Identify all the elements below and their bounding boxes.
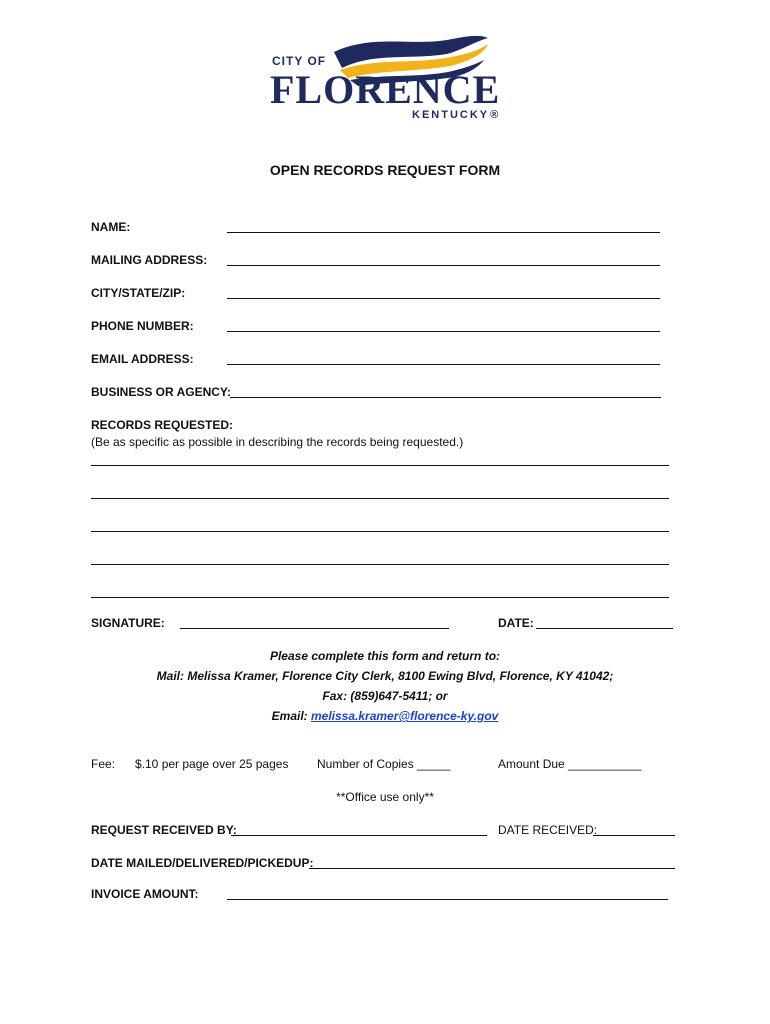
email-input[interactable] <box>227 364 660 365</box>
invoice-amount-input[interactable] <box>227 899 668 900</box>
email-line <box>0 709 770 723</box>
date-label: DATE: <box>498 616 534 630</box>
date-mailed-input[interactable] <box>309 868 675 869</box>
fax-number: Fax: (859)647-5411; or <box>322 689 448 703</box>
date-mailed-label: DATE MAILED/DELIVERED/PICKEDUP: <box>91 856 314 870</box>
business-label: BUSINESS OR AGENCY: <box>91 385 232 399</box>
received-by-input[interactable] <box>231 835 487 836</box>
form-title: OPEN RECORDS REQUEST FORM <box>269 162 501 178</box>
signature-label: SIGNATURE: <box>91 616 165 630</box>
date-received-input[interactable] <box>593 835 675 836</box>
mail-address: Mail: Melissa Kramer, Florence City Clerk, 8100 Ewing Blvd, Florence, KY 41042; <box>156 669 614 683</box>
city-logo <box>262 30 512 130</box>
date-received-label: DATE RECEIVED: <box>498 823 598 837</box>
phone-label: PHONE NUMBER: <box>91 319 194 333</box>
office-use-heading: **Office use only** <box>336 790 434 804</box>
instructions-heading: Please complete this form and return to: <box>269 649 501 663</box>
records-line[interactable] <box>91 498 669 499</box>
mailing-address-input[interactable] <box>227 265 660 266</box>
records-line[interactable] <box>91 465 669 466</box>
email-prefix: Email: <box>271 709 311 723</box>
city-state-zip-input[interactable] <box>227 298 660 299</box>
records-line[interactable] <box>91 597 669 598</box>
logo-florence: FLORENCE <box>270 67 501 112</box>
logo-kentucky <box>412 109 498 121</box>
logo-kentucky-text: KENTUCKY <box>412 109 490 121</box>
mailing-address-label: MAILING ADDRESS: <box>91 253 208 267</box>
signature-input[interactable] <box>180 628 449 629</box>
fee-label: Fee: <box>91 757 116 771</box>
received-by-label: REQUEST RECEIVED BY: <box>91 823 237 837</box>
registered-mark: ® <box>490 109 499 121</box>
logo-city-of: CITY OF <box>272 54 327 68</box>
name-input[interactable] <box>227 232 660 233</box>
phone-input[interactable] <box>227 331 660 332</box>
records-line[interactable] <box>91 564 669 565</box>
fee-rate: $.10 per page over 25 pages <box>135 757 289 771</box>
business-input[interactable] <box>230 397 661 398</box>
invoice-amount-label: INVOICE AMOUNT: <box>91 887 199 901</box>
records-requested-hint: (Be as specific as possible in describing the records being requested.) <box>91 435 464 449</box>
city-state-zip-label: CITY/STATE/ZIP: <box>91 286 186 300</box>
email-link[interactable]: melissa.kramer@florence-ky.gov <box>311 709 499 723</box>
records-requested-label: RECORDS REQUESTED: <box>91 418 234 432</box>
records-line[interactable] <box>91 531 669 532</box>
name-label: NAME: <box>91 220 131 234</box>
amount-due[interactable]: Amount Due ___________ <box>498 757 642 771</box>
date-input[interactable] <box>536 628 673 629</box>
number-of-copies[interactable]: Number of Copies _____ <box>317 757 451 771</box>
email-label: EMAIL ADDRESS: <box>91 352 194 366</box>
